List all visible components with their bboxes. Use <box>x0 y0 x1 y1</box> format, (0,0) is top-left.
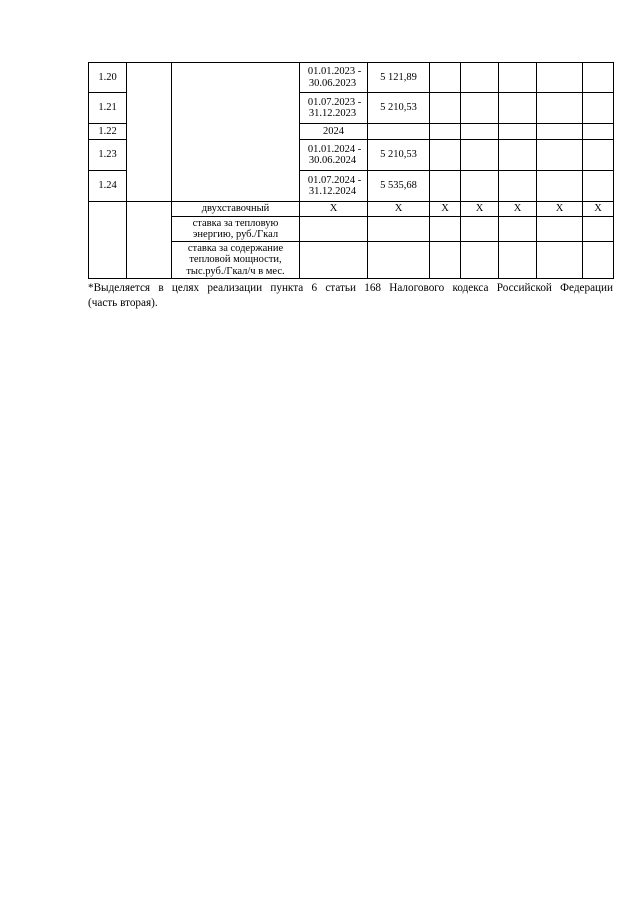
row-number: 1.24 <box>89 171 127 202</box>
empty-cell <box>583 93 614 124</box>
period-end: 30.06.2023 <box>308 77 357 89</box>
empty-cell <box>461 217 499 242</box>
empty-cell <box>537 93 583 124</box>
value-cell: 5 210,53 <box>368 93 430 124</box>
empty-cell <box>368 242 430 279</box>
x-mark: Х <box>300 202 368 217</box>
period-cell <box>300 93 368 124</box>
period-start: 01.07.2023 - <box>307 96 362 108</box>
empty-cell <box>583 140 614 171</box>
value-cell: 5 210,53 <box>368 140 430 171</box>
x-mark: Х <box>461 202 499 217</box>
x-mark: Х <box>368 202 430 217</box>
empty-cell <box>430 63 461 93</box>
row-number: 1.22 <box>89 124 127 140</box>
empty-cell <box>499 93 537 124</box>
period-start: 01.07.2024 - <box>307 174 362 186</box>
empty-cell <box>583 217 614 242</box>
row-number: 1.21 <box>89 93 127 124</box>
empty-cell <box>499 63 537 93</box>
empty-cell <box>461 124 499 140</box>
empty-cell <box>537 124 583 140</box>
empty-cell <box>537 171 583 202</box>
empty-cell <box>300 242 368 279</box>
empty-cell <box>461 93 499 124</box>
x-mark: Х <box>499 202 537 217</box>
empty-cell <box>537 63 583 93</box>
empty-cell <box>583 242 614 279</box>
x-mark: Х <box>430 202 461 217</box>
empty-cell <box>499 217 537 242</box>
two-rate-label: двухставочный <box>172 202 300 217</box>
empty-cell <box>499 124 537 140</box>
table-row <box>89 63 614 93</box>
period-end: 30.06.2024 <box>308 155 357 166</box>
empty-cell <box>172 63 300 202</box>
empty-cell <box>461 242 499 279</box>
empty-cell <box>368 217 430 242</box>
empty-cell <box>499 140 537 171</box>
period-cell <box>300 171 368 202</box>
empty-cell <box>499 171 537 202</box>
empty-cell <box>583 124 614 140</box>
value-cell <box>368 124 430 140</box>
empty-cell <box>127 202 172 279</box>
empty-cell <box>583 63 614 93</box>
table-row <box>89 202 614 217</box>
empty-cell <box>430 124 461 140</box>
document-page <box>88 62 613 310</box>
period-start: 01.01.2024 - <box>307 143 362 155</box>
footnote <box>88 281 613 310</box>
energy-rate-label: ставка за тепловую энергию, руб./Гкал <box>172 217 300 242</box>
row-number: 1.23 <box>89 140 127 171</box>
value-cell: 5 121,89 <box>368 63 430 93</box>
empty-cell <box>537 217 583 242</box>
empty-cell <box>499 242 537 279</box>
row-number: 1.20 <box>89 63 127 93</box>
period-cell: 2024 <box>300 124 368 140</box>
empty-cell <box>430 242 461 279</box>
period-cell <box>300 63 368 93</box>
empty-cell <box>461 63 499 93</box>
empty-cell <box>430 171 461 202</box>
empty-cell <box>127 63 172 202</box>
empty-cell <box>300 217 368 242</box>
empty-cell <box>583 171 614 202</box>
period-end: 31.12.2024 <box>308 186 357 197</box>
empty-cell <box>430 140 461 171</box>
period-start: 01.01.2023 - <box>307 66 362 78</box>
footnote-line-1: *Выделяется в целях реализации пункта 6 статьи 168 Налогового кодекса Российской Федерации <box>88 282 613 294</box>
empty-cell <box>430 217 461 242</box>
tariff-table <box>88 62 614 279</box>
period-cell <box>300 140 368 171</box>
x-mark: Х <box>583 202 614 217</box>
empty-cell <box>430 93 461 124</box>
value-cell: 5 535,68 <box>368 171 430 202</box>
x-mark: Х <box>537 202 583 217</box>
period-end: 31.12.2023 <box>308 108 357 119</box>
empty-cell <box>461 140 499 171</box>
empty-cell <box>537 242 583 279</box>
empty-cell <box>537 140 583 171</box>
capacity-rate-label: ставка за содержание тепловой мощности, тыс.руб./Гкал/ч в мес. <box>172 242 300 279</box>
footnote-line-2: (часть вторая). <box>88 296 158 309</box>
empty-cell <box>461 171 499 202</box>
empty-cell <box>89 202 127 279</box>
